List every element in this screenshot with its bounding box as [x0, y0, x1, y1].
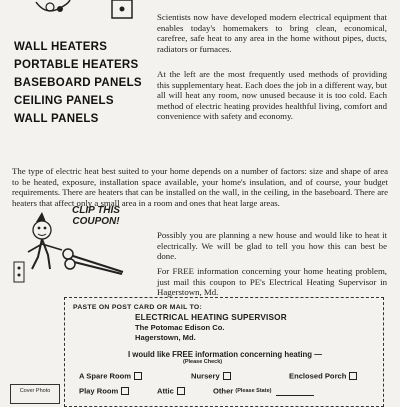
coupon-header: PASTE ON POST CARD OR MAIL TO:	[73, 304, 203, 311]
coupon-options-row	[79, 371, 379, 383]
cover-photo-label: Cover Photo	[10, 384, 60, 404]
option-nursery: Nursery	[191, 371, 231, 381]
paragraph-new-house: Possibly you are planning a new house and would like to heat it electrically. We will be glad to tell you how this can best be done.	[157, 230, 387, 262]
checkbox[interactable]	[177, 387, 185, 395]
heater-type: CEILING PANELS	[14, 95, 114, 107]
paragraph-methods: At the left are the most frequently used methods of providing this supplementary heat. Each does the job in a different way, but all will heat any room, now unused because it is too cold. Each method of electric heating provides healthful living, comfort and convenience with safety and economy.	[157, 69, 387, 122]
heater-type: WALL PANELS	[14, 113, 99, 125]
paragraph-factors: The type of electric heat best suited to your home depends on a number of factors: size and shape of area to be heated, exposure, installation space available, your home's insulation, and of course, your budget requirements. There are heaters that can be installed on the wall, in the ceiling, in the baseboard. There are heaters that affect only a small area in a room and ones that heat large areas.	[12, 166, 388, 208]
heater-type: BASEBOARD PANELS	[14, 77, 142, 89]
mail-coupon	[64, 297, 384, 407]
please-check-note: (Please Check)	[183, 359, 223, 365]
checkbox[interactable]	[223, 372, 231, 380]
option-spare-room: A Spare Room	[79, 371, 142, 381]
heater-type: PORTABLE HEATERS	[14, 59, 139, 71]
option-other: Other (Please State)	[213, 386, 314, 396]
heater-type: WALL HEATERS	[14, 41, 108, 53]
checkbox[interactable]	[349, 372, 357, 380]
option-attic: Attic	[157, 386, 185, 396]
heater-types-list	[14, 38, 154, 128]
option-enclosed-porch: Enclosed Porch	[289, 371, 357, 381]
option-play-room: Play Room	[79, 386, 129, 396]
clip-coupon-callout: CLIP THIS COUPON!	[72, 205, 120, 227]
checkbox[interactable]	[121, 387, 129, 395]
coupon-request: I would like FREE information concerning heating —	[127, 350, 323, 359]
address-line: Hagerstown, Md.	[135, 333, 196, 342]
paragraph-free-info: For FREE information concerning your home heating problem, just mail this coupon to PE's Electrical Heating Supervisor in Hagerstown, Md.	[157, 266, 387, 298]
address-line: ELECTRICAL HEATING SUPERVISOR	[135, 313, 287, 322]
please-state-note: (Please State)	[235, 388, 272, 394]
other-write-in-field[interactable]	[276, 387, 314, 396]
coupon-address	[135, 313, 287, 343]
paragraph-intro: Scientists now have developed modern electrical equipment that enables today's homemakers to bring clean, economical, carefree, safe heat to any area in the home without pipes, ducts, radiators or furnaces.	[157, 12, 387, 54]
coupon-options-row	[79, 386, 379, 398]
checkbox[interactable]	[134, 372, 142, 380]
address-line: The Potomac Edison Co.	[135, 323, 225, 332]
top-illustration	[28, 0, 138, 26]
